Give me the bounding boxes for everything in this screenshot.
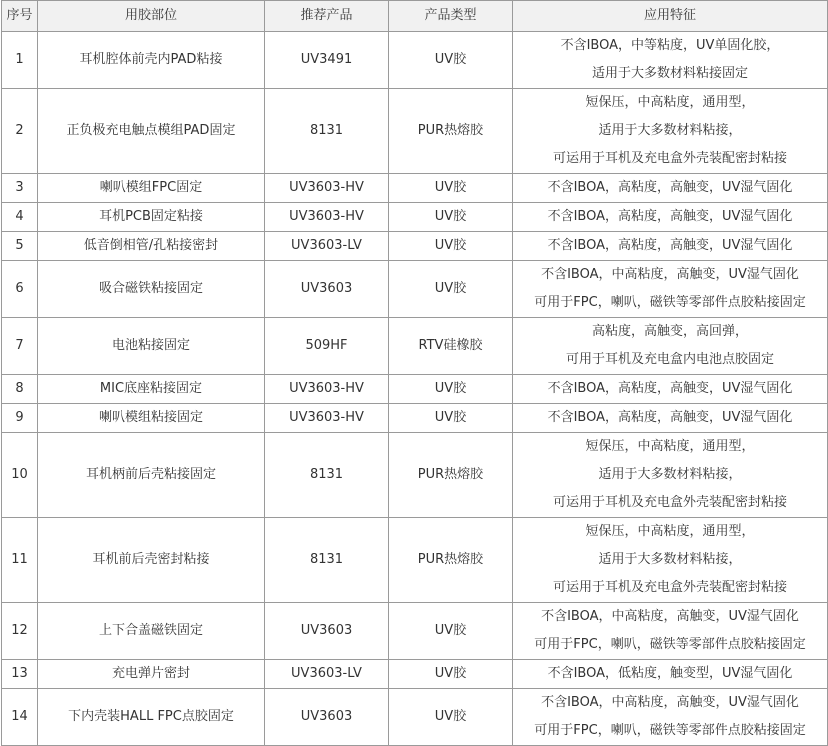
glue-location: 耳机腔体前壳内PAD粘接 <box>38 32 265 89</box>
product-type: UV胶 <box>389 404 513 433</box>
glue-location: 耳机柄前后壳粘接固定 <box>38 433 265 518</box>
glue-location: 充电弹片密封 <box>38 660 265 689</box>
product-type: UV胶 <box>389 375 513 404</box>
feature-line: 可用于FPC，喇叭，磁铁等零部件点胶粘接固定 <box>534 295 806 310</box>
table-row <box>2 689 828 746</box>
feature-line: 可运用于耳机及充电盒外壳装配密封粘接 <box>552 151 787 166</box>
application-features <box>513 404 828 433</box>
recommended-product: UV3603-LV <box>265 660 389 689</box>
table-row <box>2 518 828 603</box>
glue-location: MIC底座粘接固定 <box>38 375 265 404</box>
glue-location: 正负极充电触点模组PAD固定 <box>38 89 265 174</box>
feature-line: 适用于大多数材料粘接， <box>598 123 742 138</box>
application-features <box>513 203 828 232</box>
recommended-product: 8131 <box>265 433 389 518</box>
feature-line: 不含IBOA，高粘度，高触变，UV湿气固化 <box>547 381 793 396</box>
recommended-product: UV3603-HV <box>265 174 389 203</box>
table-row <box>2 660 828 689</box>
product-type: RTV硅橡胶 <box>389 318 513 375</box>
feature-line: 不含IBOA，高粘度，高触变，UV湿气固化 <box>547 410 793 425</box>
application-features <box>513 318 828 375</box>
table-row <box>2 174 828 203</box>
feature-line: 高粘度，高触变，高回弹， <box>591 324 748 339</box>
row-number: 13 <box>2 660 38 689</box>
header-product: 推荐产品 <box>265 1 389 32</box>
recommended-product: UV3603-HV <box>265 375 389 404</box>
product-type: UV胶 <box>389 689 513 746</box>
application-features <box>513 689 828 746</box>
recommended-product: UV3603-HV <box>265 404 389 433</box>
glue-location: 下内壳装HALL FPC点胶固定 <box>38 689 265 746</box>
feature-line: 短保压，中高粘度，通用型， <box>585 439 755 454</box>
header-features: 应用特征 <box>513 1 828 32</box>
application-features <box>513 261 828 318</box>
recommended-product: UV3491 <box>265 32 389 89</box>
feature-line: 适用于大多数材料粘接， <box>598 467 742 482</box>
feature-line: 可运用于耳机及充电盒外壳装配密封粘接 <box>552 580 787 595</box>
feature-line: 不含IBOA，高粘度，高触变，UV湿气固化 <box>547 238 793 253</box>
table-row <box>2 261 828 318</box>
recommended-product: 8131 <box>265 89 389 174</box>
glue-location: 低音倒相管/孔粘接密封 <box>38 232 265 261</box>
recommended-product: UV3603 <box>265 261 389 318</box>
feature-line: 不含IBOA，中高粘度，高触变，UV湿气固化 <box>541 267 799 282</box>
recommended-product: UV3603 <box>265 603 389 660</box>
product-type: UV胶 <box>389 232 513 261</box>
application-features <box>513 174 828 203</box>
row-number: 6 <box>2 261 38 318</box>
feature-line: 短保压，中高粘度，通用型， <box>585 95 755 110</box>
row-number: 12 <box>2 603 38 660</box>
product-type: UV胶 <box>389 261 513 318</box>
feature-line: 短保压，中高粘度，通用型， <box>585 524 755 539</box>
table-row <box>2 203 828 232</box>
application-features <box>513 603 828 660</box>
table-row <box>2 603 828 660</box>
recommended-product: UV3603-HV <box>265 203 389 232</box>
table-row <box>2 32 828 89</box>
table-row <box>2 404 828 433</box>
feature-line: 不含IBOA，中高粘度，高触变，UV湿气固化 <box>541 695 799 710</box>
application-features <box>513 433 828 518</box>
product-type: UV胶 <box>389 660 513 689</box>
header-type: 产品类型 <box>389 1 513 32</box>
recommended-product: 8131 <box>265 518 389 603</box>
recommended-product: 509HF <box>265 318 389 375</box>
feature-line: 不含IBOA，高粘度，高触变，UV湿气固化 <box>547 180 793 195</box>
row-number: 3 <box>2 174 38 203</box>
row-number: 7 <box>2 318 38 375</box>
feature-line: 可用于FPC，喇叭，磁铁等零部件点胶粘接固定 <box>534 723 806 738</box>
glue-location: 喇叭模组粘接固定 <box>38 404 265 433</box>
table-row <box>2 433 828 518</box>
table-row <box>2 318 828 375</box>
product-type: UV胶 <box>389 174 513 203</box>
row-number: 5 <box>2 232 38 261</box>
row-number: 1 <box>2 32 38 89</box>
table-header <box>2 1 828 32</box>
application-features <box>513 232 828 261</box>
application-features <box>513 660 828 689</box>
product-type: PUR热熔胶 <box>389 518 513 603</box>
header-part: 用胶部位 <box>38 1 265 32</box>
recommended-product: UV3603 <box>265 689 389 746</box>
feature-line: 不含IBOA，高粘度，高触变，UV湿气固化 <box>547 209 793 224</box>
row-number: 14 <box>2 689 38 746</box>
feature-line: 不含IBOA，低粘度，触变型，UV湿气固化 <box>547 666 793 681</box>
feature-line: 不含IBOA，中等粘度，UV单固化胶， <box>560 38 780 53</box>
row-number: 10 <box>2 433 38 518</box>
header-no: 序号 <box>2 1 38 32</box>
header-row <box>2 1 828 32</box>
glue-location: 耳机PCB固定粘接 <box>38 203 265 232</box>
feature-line: 可运用于耳机及充电盒外壳装配密封粘接 <box>552 495 787 510</box>
glue-location: 吸合磁铁粘接固定 <box>38 261 265 318</box>
table-row <box>2 375 828 404</box>
glue-location: 喇叭模组FPC固定 <box>38 174 265 203</box>
product-type: UV胶 <box>389 603 513 660</box>
application-features <box>513 518 828 603</box>
feature-line: 不含IBOA，中高粘度，高触变，UV湿气固化 <box>541 609 799 624</box>
table-body <box>2 32 828 746</box>
row-number: 9 <box>2 404 38 433</box>
row-number: 11 <box>2 518 38 603</box>
product-type: UV胶 <box>389 32 513 89</box>
table-row <box>2 89 828 174</box>
product-type: PUR热熔胶 <box>389 433 513 518</box>
feature-line: 可用于耳机及充电盒内电池点胶固定 <box>565 352 774 367</box>
row-number: 2 <box>2 89 38 174</box>
feature-line: 适用于大多数材料粘接固定 <box>591 66 748 81</box>
product-type: PUR热熔胶 <box>389 89 513 174</box>
glue-location: 上下合盖磁铁固定 <box>38 603 265 660</box>
table-row <box>2 232 828 261</box>
glue-location: 电池粘接固定 <box>38 318 265 375</box>
application-features <box>513 375 828 404</box>
row-number: 8 <box>2 375 38 404</box>
adhesive-application-table <box>1 0 828 746</box>
recommended-product: UV3603-LV <box>265 232 389 261</box>
glue-location: 耳机前后壳密封粘接 <box>38 518 265 603</box>
row-number: 4 <box>2 203 38 232</box>
application-features <box>513 32 828 89</box>
feature-line: 可用于FPC，喇叭，磁铁等零部件点胶粘接固定 <box>534 637 806 652</box>
product-type: UV胶 <box>389 203 513 232</box>
feature-line: 适用于大多数材料粘接， <box>598 552 742 567</box>
application-features <box>513 89 828 174</box>
